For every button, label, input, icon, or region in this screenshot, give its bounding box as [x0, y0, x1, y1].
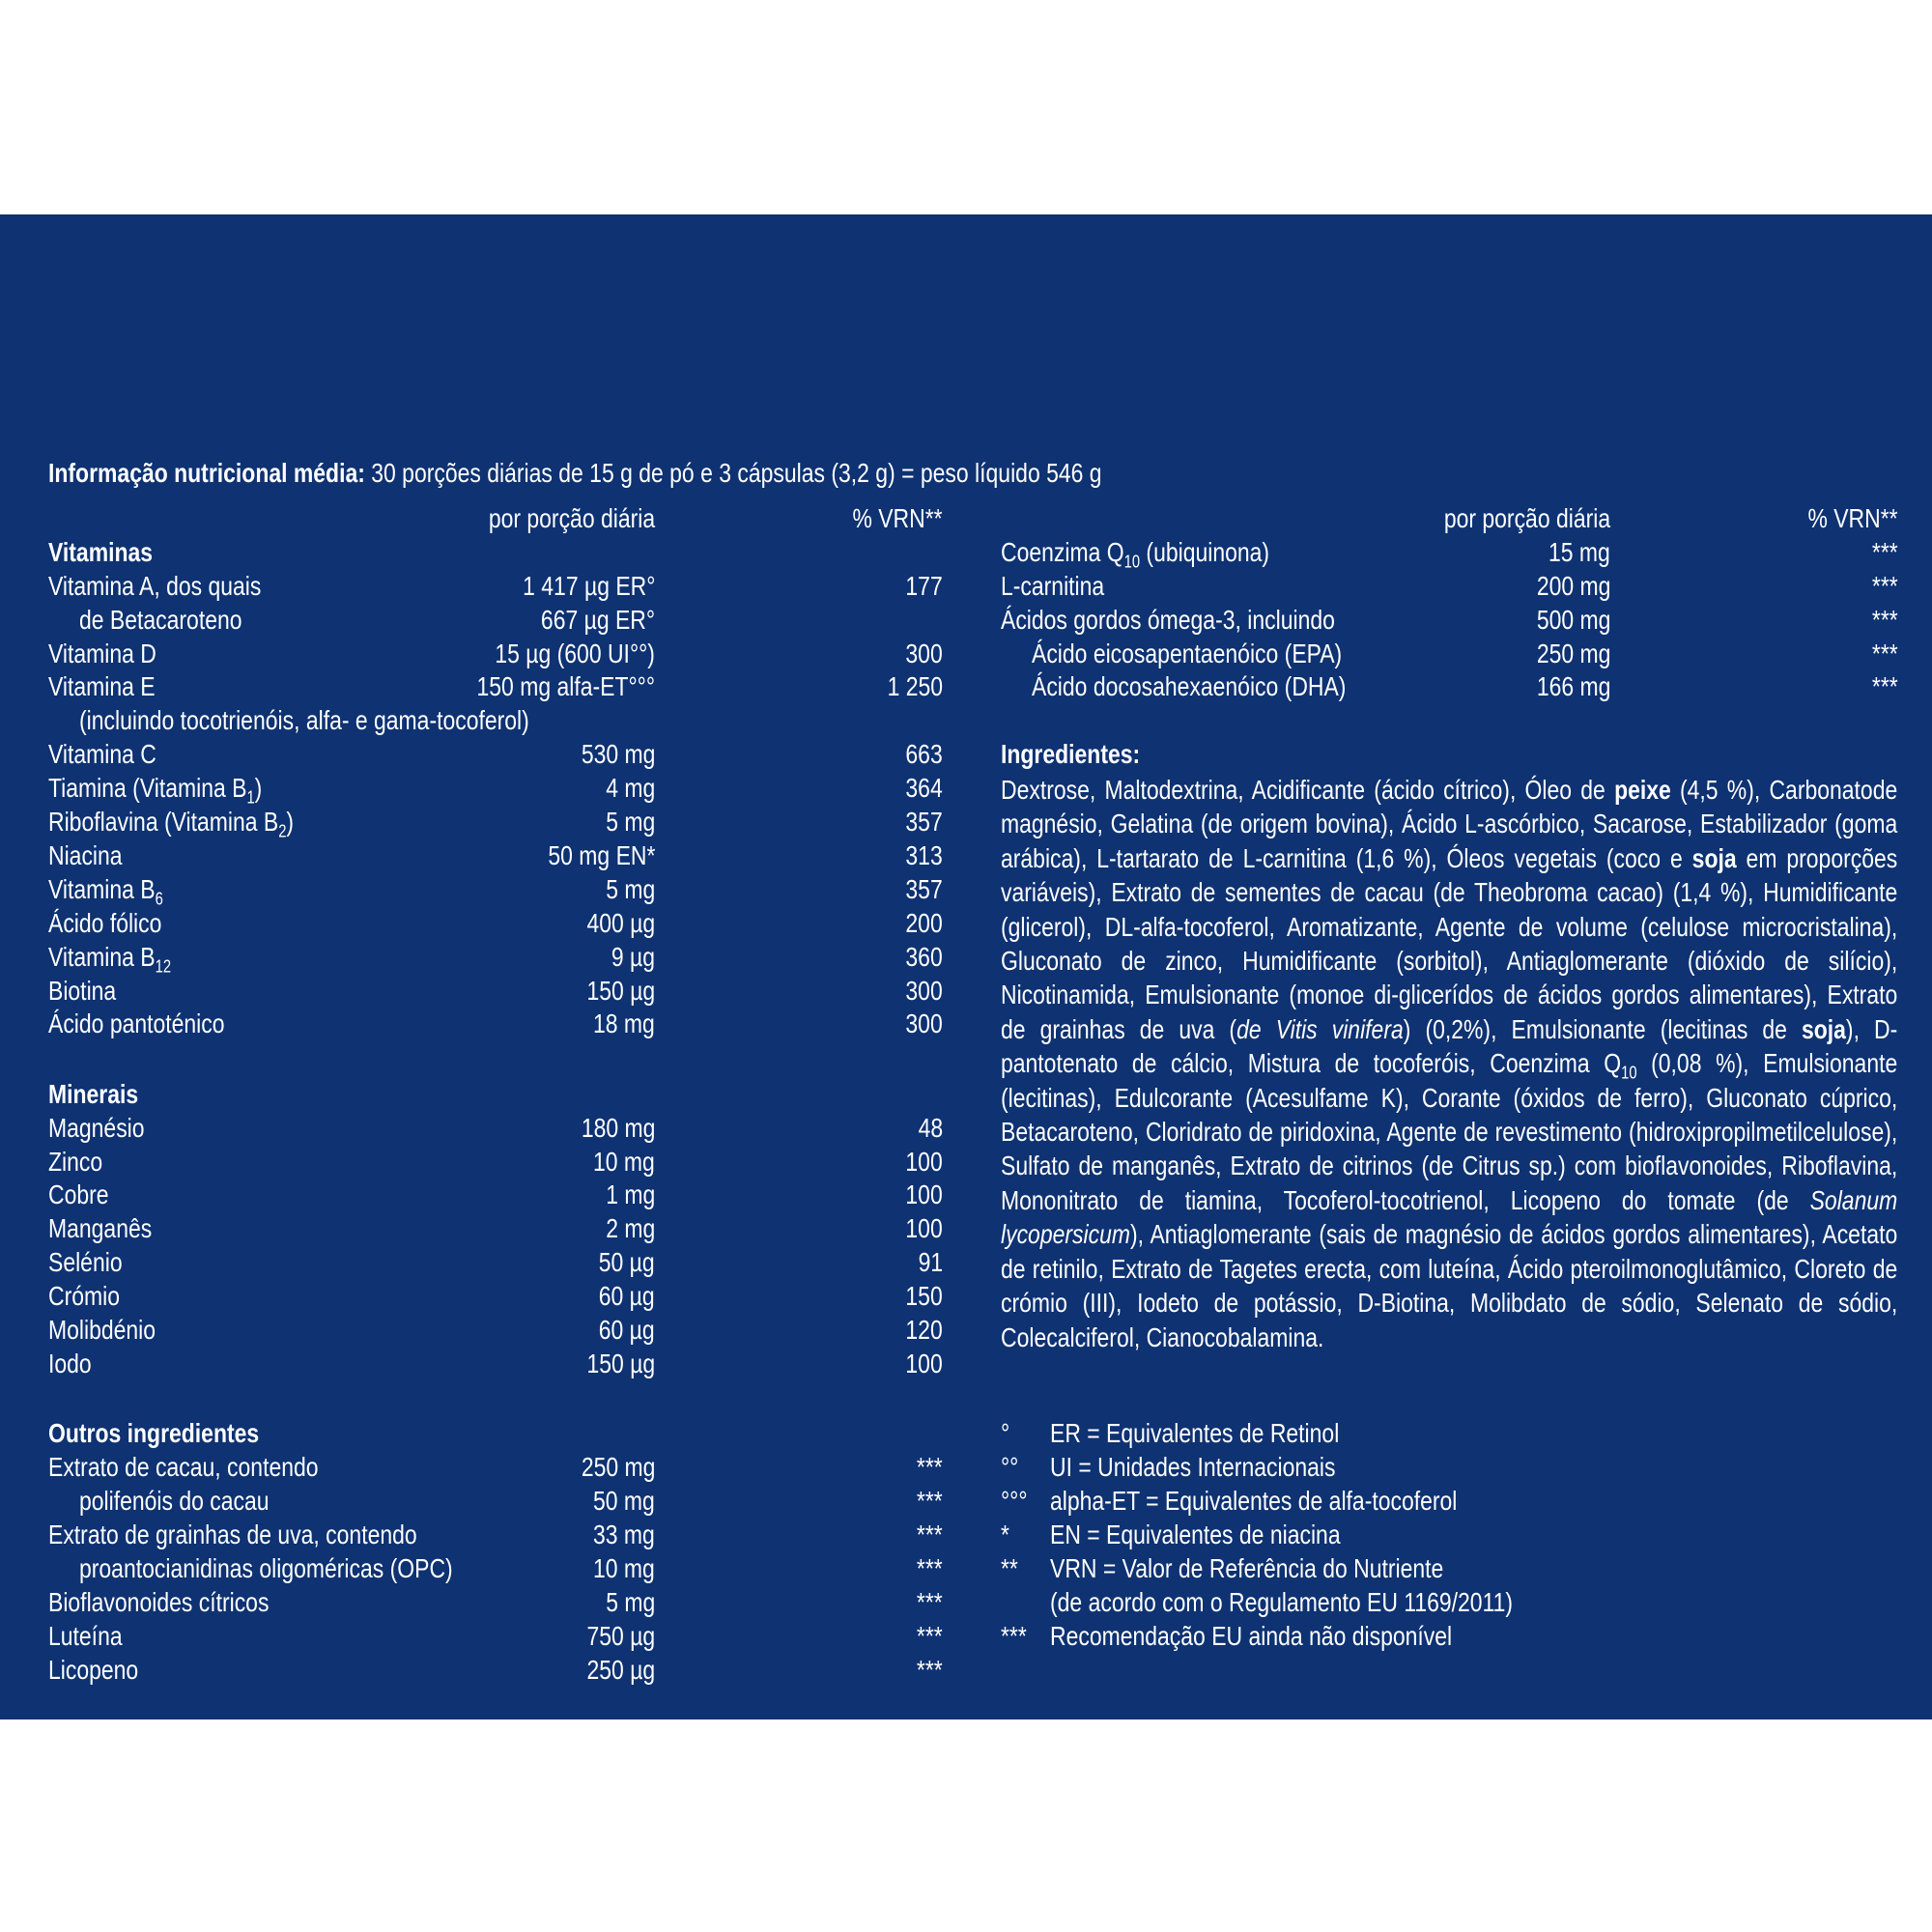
nutrient-vrn: *** [917, 1655, 943, 1685]
footnote-text: (de acordo com o Regulamento EU 1169/2011) [1050, 1587, 1514, 1617]
headline-text: 30 porções diárias de 15 g de pó e 3 cápsulas (3,2 g) = peso líquido 546 g [364, 458, 1102, 488]
nutrient-name: Vitamina $B_6$ [48, 874, 163, 909]
table-row [0, 974, 966, 1008]
nutrient-name: Licopeno [48, 1655, 139, 1685]
nutrient-vrn: *** [917, 1520, 943, 1549]
nutrient-name: proantocianidinas oligoméricas (OPC) [79, 1553, 453, 1583]
footnote-text: UI = Unidades Internacionais [1050, 1452, 1336, 1482]
table-row [0, 603, 1932, 637]
nutrient-name: (incluindo tocotrienóis, alfa- e gama-tocoferol) [79, 705, 529, 735]
table-row [0, 569, 1932, 603]
nutrient-vrn: *** [917, 1486, 943, 1516]
table-row [0, 805, 966, 841]
nutrient-amount: 33 mg [593, 1520, 655, 1549]
nutrient-vrn: *** [917, 1553, 943, 1583]
table-row [0, 1518, 966, 1551]
nutrient-amount: 667 µg ER° [540, 605, 655, 635]
table-row [0, 1145, 966, 1179]
nutrient-name: Riboflavina (Vitamina $B_2$) [48, 807, 295, 841]
nutrient-name: Selénio [48, 1247, 123, 1277]
nutrient-vrn: *** [917, 1587, 943, 1617]
nutrient-vrn: 300 [905, 976, 943, 1006]
table-row [0, 771, 966, 808]
nutrient-amount: 5 mg [605, 1587, 655, 1617]
nutrient-vrn: 1 250 [887, 671, 943, 701]
nutrient-name: Ácido pantoténico [48, 1009, 225, 1038]
nutrient-vrn: 100 [905, 1213, 943, 1243]
ingredients-text: Dextrose, Maltodextrina, Acidificante (ácido cítrico), Óleo de peixe (4,5 %), Carbonatode magnésio, Gelatina (de origem bovina), Ácido L-ascórbico, Sacarose, Estabilizador (goma arábica), L-tartarato de L-carnitina (1,6 %), Óleos vegetais (coco e soja em proporções variáveis), Extrato de sementes de cacau (de Theobroma cacao) (1,4 %), Humidificante (glicerol), DL-alfa-tocoferol, Aromatizante, Agente de volume (celulose microcristalina), Gluconato de zinco, Humidificante (sorbitol), Antiaglomerante (dióxido de silício), Nicotinamida, Emulsionante (monoe di-glicerídos de ácidos gordos alimentares), Extrato de grainhas de uva (de Vitis vinifera) (0,2%), Emulsionante (lecitinas de soja), D-pantotenato de cálcio, Mistura de tocoferóis, Coenzima $Q_{10}$ (0,08 %), Emulsionante (lecitinas), Edulcorante (Acesulfame K), Corante (óxidos de ferro), Gluconato cúprico, Betacaroteno, Cloridrato de piridoxina, Agente de revestimento (hidroxipropilmetilcelulose), Sulfato de manganês, Extrato de citrinos (de Citrus sp.) com bioflavonoides, Riboflavina, Mononitrato de tiamina, Tocoferol-tocotrienol, Licopeno do tomate (de Solanum lycopersicum), Antiaglomerante (sais de magnésio de ácidos gordos alimentares), Acetato de retinilo, Extrato de Tagetes erecta, com luteína, Ácido pteroilmonoglutâmico, Cloreto de crómio (III), Iodeto de potássio, D-Biotina, Molibdato de sódio, Selenato de sódio, Colecalciferol, Cianocobalamina. [1001, 775, 1898, 1352]
nutrient-name: Vitamina $B_{12}$ [48, 942, 172, 977]
table-row [0, 940, 966, 977]
nutrient-vrn: 663 [905, 739, 943, 769]
nutrient-vrn: 120 [905, 1315, 943, 1345]
footnote-symbol: °°° [1001, 1486, 1028, 1516]
nutrient-vrn: 313 [905, 840, 943, 870]
right-column-header [0, 501, 1932, 535]
nutrient-vrn: *** [1872, 571, 1898, 601]
table-row [0, 1279, 966, 1313]
nutrient-amount: 60 µg [599, 1315, 655, 1345]
nutrient-vrn: 300 [905, 639, 943, 668]
nutrient-name: Biotina [48, 976, 117, 1006]
nutrient-name: polifenóis do cacau [79, 1486, 270, 1516]
nutrient-amount: 150 µg [586, 1349, 655, 1378]
nutrient-name: Vitamina E [48, 671, 156, 701]
nutrient-name: Bioflavonoides cítricos [48, 1587, 270, 1617]
nutrient-amount: 1 417 µg ER° [522, 571, 655, 601]
header-per-day: por porção diária [488, 503, 655, 533]
footnote-symbol: °° [1001, 1452, 1019, 1482]
nutrient-vrn: *** [1872, 605, 1898, 635]
header-vrn: % VRN** [852, 503, 943, 533]
nutrition-headline [48, 456, 1102, 490]
nutrient-amount: 750 µg [586, 1621, 655, 1651]
nutrient-amount: 50 mg EN* [547, 840, 655, 870]
header-vrn: % VRN** [1807, 503, 1898, 533]
nutrient-vrn: 100 [905, 1147, 943, 1177]
nutrient-vrn: 357 [905, 807, 943, 837]
table-row [0, 1585, 966, 1619]
nutrient-vrn: *** [917, 1452, 943, 1482]
table-row [0, 1653, 966, 1687]
nutrient-vrn: 100 [905, 1179, 943, 1209]
nutrient-name: Niacina [48, 840, 123, 870]
nutrient-vrn: 200 [905, 908, 943, 938]
nutrient-vrn: 300 [905, 1009, 943, 1038]
nutrient-amount: 166 mg [1536, 671, 1610, 701]
nutrient-vrn: *** [917, 1621, 943, 1651]
nutrient-vrn: 364 [905, 773, 943, 803]
nutrient-vrn: 100 [905, 1349, 943, 1378]
table-row [0, 1551, 966, 1585]
nutrient-name: L-carnitina [1001, 571, 1105, 601]
nutrient-amount: 10 mg [593, 1553, 655, 1583]
footnote-text: VRN = Valor de Referência do Nutriente [1050, 1553, 1444, 1583]
nutrient-amount: 2 mg [605, 1213, 655, 1243]
nutrient-amount: 400 µg [586, 908, 655, 938]
nutrient-vrn: 357 [905, 874, 943, 904]
footnote-text: ER = Equivalentes de Retinol [1050, 1418, 1340, 1448]
nutrient-vrn: *** [1872, 639, 1898, 668]
nutrient-vrn: *** [1872, 537, 1898, 567]
nutrient-vrn: 48 [918, 1113, 943, 1143]
table-row [0, 637, 1932, 670]
nutrient-name: Luteína [48, 1621, 123, 1651]
nutrient-name: Iodo [48, 1349, 92, 1378]
nutrient-amount: 15 µg (600 UI°°) [495, 639, 655, 668]
nutrient-vrn: 91 [918, 1247, 943, 1277]
nutrient-vrn: 360 [905, 942, 943, 972]
nutrient-amount: 15 mg [1548, 537, 1610, 567]
nutrient-amount: 150 µg [586, 976, 655, 1006]
table-row [0, 838, 966, 872]
nutrient-amount: 5 mg [605, 874, 655, 904]
nutrient-name: de Betacaroteno [79, 605, 242, 635]
footnote-text: Recomendação EU ainda não disponível [1050, 1621, 1453, 1651]
nutrient-name: Coenzima $Q_{10}$ (ubiquinona) [1001, 537, 1270, 572]
nutrient-amount: 10 mg [593, 1147, 655, 1177]
footnote-symbol: * [1001, 1520, 1009, 1549]
footnote-text: EN = Equivalentes de niacina [1050, 1520, 1341, 1549]
nutrient-name: Extrato de grainhas de uva, contendo [48, 1520, 417, 1549]
table-row [0, 1347, 966, 1380]
ingredients-title: Ingredientes: [1001, 739, 1141, 769]
section-title-others: Outros ingredientes [48, 1418, 260, 1448]
table-row [0, 1484, 966, 1518]
footnote-symbol: *** [1001, 1621, 1027, 1651]
nutrient-name: Molibdénio [48, 1315, 156, 1345]
table-row [0, 535, 1932, 572]
nutrient-name: Cobre [48, 1179, 109, 1209]
nutrient-name: Ácido docosahexaenóico (DHA) [1032, 671, 1347, 701]
nutrient-amount: 50 µg [599, 1247, 655, 1277]
section-title-vitamins: Vitaminas [48, 537, 154, 567]
table-row [0, 1619, 966, 1653]
nutrient-amount: 5 mg [605, 807, 655, 837]
header-per-day: por porção diária [1443, 503, 1610, 533]
nutrient-amount: 150 mg alfa-ET°°° [476, 671, 655, 701]
nutrient-name: Vitamina D [48, 639, 156, 668]
nutrient-name: Crómio [48, 1281, 120, 1311]
table-row [0, 737, 966, 771]
table-row [0, 872, 966, 909]
nutrient-amount: 250 µg [586, 1655, 655, 1685]
footnote-symbol: ° [1001, 1418, 1010, 1448]
footnote-text: alpha-ET = Equivalentes de alfa-tocoferol [1050, 1486, 1458, 1516]
table-row [0, 1211, 966, 1245]
nutrient-name: Magnésio [48, 1113, 145, 1143]
nutrient-name: Ácido fólico [48, 908, 162, 938]
nutrient-amount: 9 µg [611, 942, 655, 972]
nutrient-name: Tiamina (Vitamina $B_1$) [48, 773, 263, 808]
nutrition-panel [0, 214, 1932, 1719]
nutrient-amount: 50 mg [593, 1486, 655, 1516]
table-row [0, 1111, 966, 1145]
table-row [0, 1450, 966, 1484]
nutrient-amount: 250 mg [1536, 639, 1610, 668]
nutrient-name: Extrato de cacau, contendo [48, 1452, 319, 1482]
nutrient-name: Zinco [48, 1147, 103, 1177]
nutrient-vrn: *** [1872, 671, 1898, 701]
table-row [0, 906, 966, 940]
headline-label: Informação nutricional média: [48, 458, 365, 488]
table-row [0, 703, 966, 737]
nutrient-amount: 250 mg [581, 1452, 655, 1482]
nutrient-name: Vitamina A, dos quais [48, 571, 262, 601]
table-row [0, 1245, 966, 1279]
nutrient-amount: 200 mg [1536, 571, 1610, 601]
nutrient-vrn: 150 [905, 1281, 943, 1311]
nutrient-amount: 1 mg [605, 1179, 655, 1209]
table-row [0, 1007, 966, 1040]
table-row [0, 669, 1932, 703]
nutrient-vrn: 177 [905, 571, 943, 601]
nutrient-amount: 4 mg [605, 773, 655, 803]
nutrient-amount: 500 mg [1536, 605, 1610, 635]
nutrient-name: Ácidos gordos ómega-3, incluindo [1001, 605, 1335, 635]
nutrient-amount: 180 mg [581, 1113, 655, 1143]
nutrient-amount: 530 mg [581, 739, 655, 769]
nutrient-amount: 60 µg [599, 1281, 655, 1311]
section-title-minerals: Minerais [48, 1079, 139, 1109]
footnote-symbol: ** [1001, 1553, 1018, 1583]
nutrient-name: Manganês [48, 1213, 153, 1243]
nutrient-name: Ácido eicosapentaenóico (EPA) [1032, 639, 1343, 668]
table-row [0, 1313, 966, 1347]
nutrient-name: Vitamina C [48, 739, 156, 769]
table-row [0, 1178, 966, 1211]
nutrient-amount: 18 mg [593, 1009, 655, 1038]
